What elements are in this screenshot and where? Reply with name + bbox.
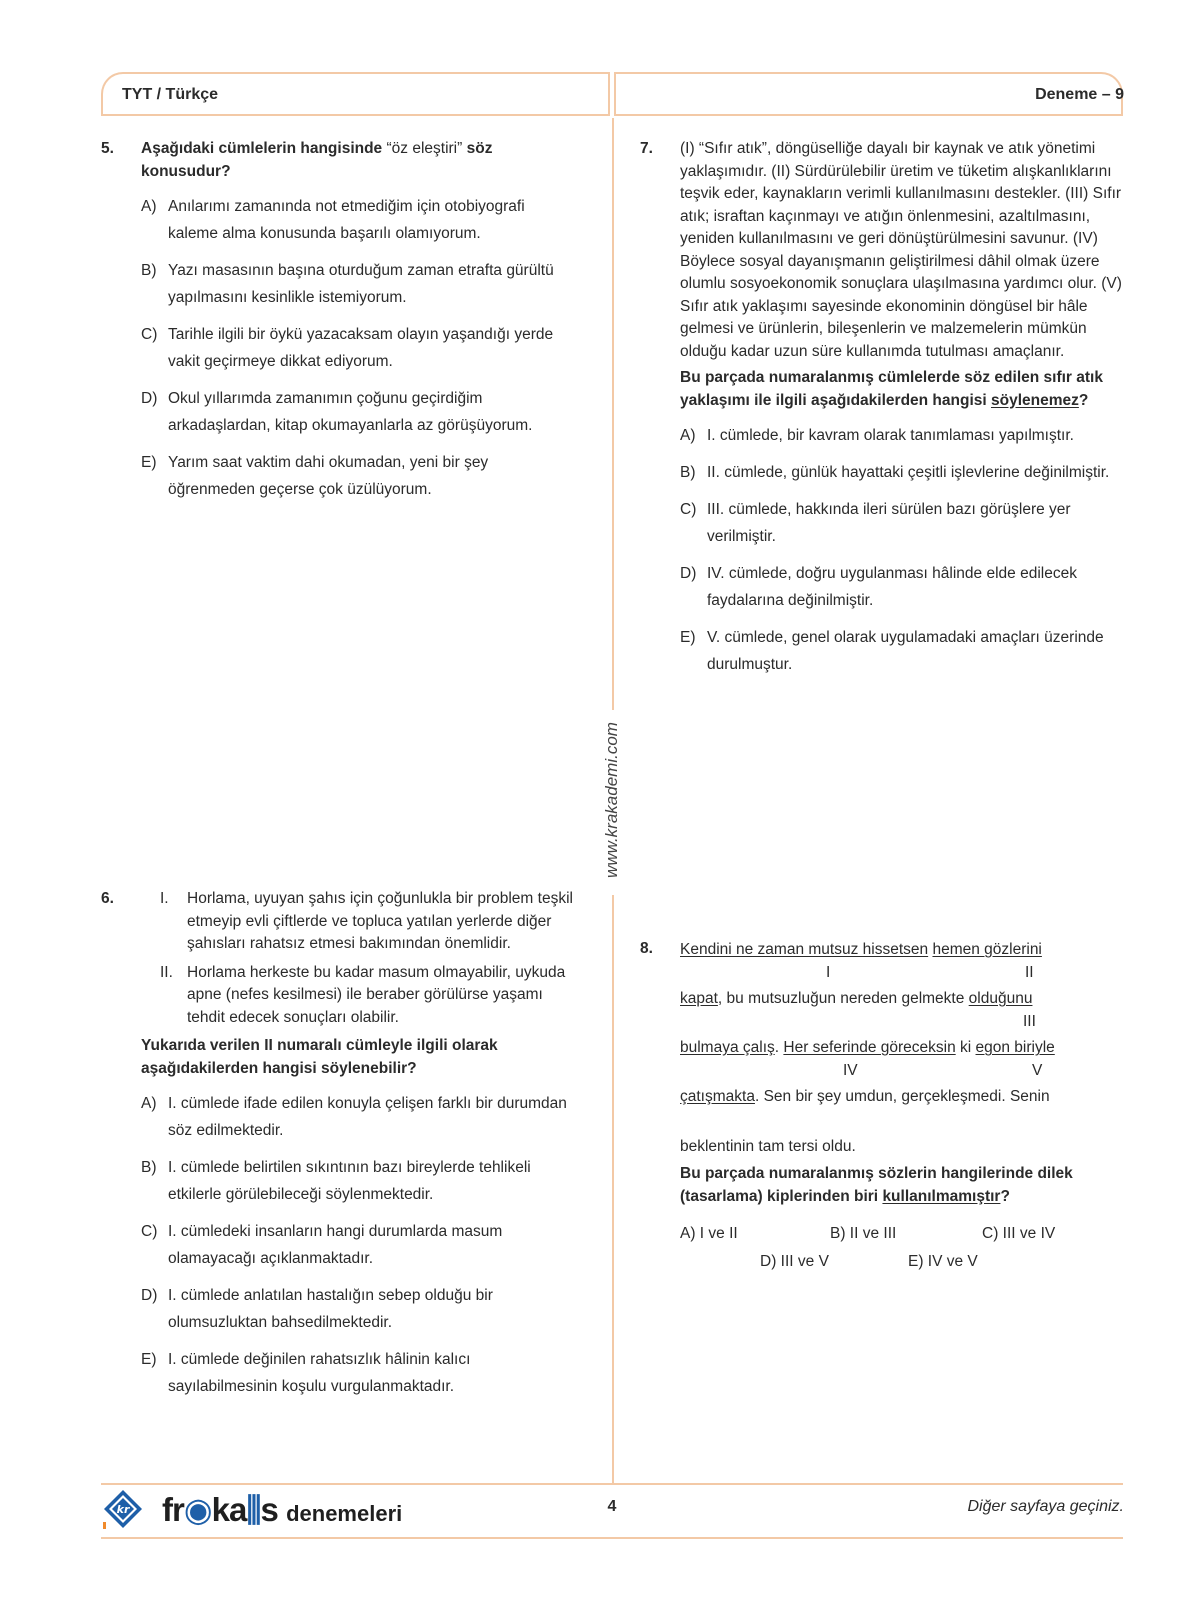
column-divider-bottom: [612, 895, 614, 1483]
option-letter: B): [680, 464, 696, 481]
option-letter: D): [141, 390, 158, 407]
question-stem: Yukarıda verilen II numaralı cümleyle ilgili olarak aşağıdakilerden hangisi söylenebilir?: [141, 1037, 498, 1077]
numbered-phrase-3: olduğunu: [968, 990, 1033, 1007]
option-letter: C): [141, 326, 158, 343]
next-page-note: Diğer sayfaya geçiniz.: [967, 1498, 1124, 1515]
option-c[interactable]: [141, 321, 571, 375]
option-text: V. cümlede, genel olarak uygulamadaki amaçları üzerinde durulmuştur.: [707, 629, 1104, 673]
option-text: II. cümlede, günlük hayattaki çeşitli işlevlerine değinilmiştir.: [707, 464, 1110, 481]
plain-text: . Sen bir şey umdun, gerçekleşmedi. Senin: [754, 1088, 1050, 1105]
question-passage: (I) “Sıfır atık”, döngüselliğe dayalı bir kaynak ve atık yönetimi yaklaşımıdır. (II) Sürdürülebilir üretim ve tüketim alışkanlıklarını teşvik eder, kaynakların verimli kullanılmasını destekler. (III) Sıfır atık; israftan kaçınmayı ve atığın önlenmesini, azaltılmasını, yeniden kullanılmasını ve geri dönüştürülmesini savunur. (IV) Böylece sosyal dayanışmanın geliştirilmesi dâhil olmak üzere olumlu sosyoekonomik sonuçlara ulaşılmasına yardımcı olur. (V) Sıfır atık yaklaşımı sayesinde ekonominin döngüsel bir hâle gelmesi ve ürünlerin, bileşenlerin ve malzemelerin mümkün olduğu kadar uzun süre kullanımda tutulması amaçlanır.: [680, 140, 1122, 360]
option-b[interactable]: [141, 1154, 581, 1208]
option-text: Anılarımı zamanında not etmediğim için otobiyografi kaleme alma konusunda başarılı olamıyorum.: [168, 198, 525, 242]
question-stem: [680, 367, 1126, 412]
option-text: IV. cümlede, doğru uygulanması hâlinde elde edilecek faydalarına değinilmiştir.: [707, 565, 1077, 609]
option-letter: C): [141, 1223, 158, 1240]
option-b[interactable]: B) II ve III: [830, 1225, 897, 1242]
option-e[interactable]: E) IV ve V: [908, 1253, 978, 1270]
numbered-phrase-2: hemen gözlerini: [932, 941, 1042, 958]
option-c[interactable]: [141, 1218, 581, 1272]
option-e[interactable]: [141, 1346, 581, 1400]
passage-line-1: [680, 938, 1126, 962]
mark-label: II: [1025, 964, 1034, 981]
sentence-1: [160, 888, 581, 956]
page-number: 4: [607, 1498, 617, 1515]
mark-label: I: [826, 964, 831, 981]
column-divider-top: [612, 118, 614, 710]
option-letter: A): [141, 1095, 157, 1112]
option-text: I. cümlede belirtilen sıkıntının bazı bireylerde tehlikeli etkilerle görülebileceği söylenmektedir.: [168, 1159, 531, 1203]
badge-text: kr: [116, 1503, 130, 1516]
answers-row-1: [680, 1220, 1126, 1248]
option-text: Okul yıllarımda zamanımın çoğunu geçirdiğim arkadaşlardan, kitap okumayanlarla az görüşüyorum.: [168, 390, 533, 434]
passage-line-5: beklentinin tam tersi oldu.: [680, 1138, 856, 1155]
plain-text: , bu mutsuzluğun nereden gelmekte: [717, 990, 969, 1007]
question-7: [640, 138, 1126, 678]
question-number: 8.: [640, 940, 653, 957]
option-text: III. cümlede, hakkında ileri sürülen bazı görüşlere yer verilmiştir.: [707, 501, 1071, 545]
question-5: [101, 138, 571, 503]
footer-top-line: [101, 1483, 1123, 1485]
option-text: I. cümlede ifade edilen konuyla çelişen farklı bir durumdan söz edilmektedir.: [168, 1095, 567, 1139]
option-text: I. cümlede değinilen rahatsızlık hâlinin kalıcı sayılabilmesinin koşulu vurgulanmaktadır.: [168, 1351, 471, 1395]
stem-part: söz konusudur?: [141, 140, 493, 180]
passage-line-4: [680, 1085, 1126, 1109]
brand-part: fr: [162, 1491, 184, 1528]
option-letter: B): [141, 262, 157, 279]
option-letter: D): [141, 1287, 158, 1304]
header-test-number: Deneme – 9: [1035, 86, 1124, 103]
option-text: Yarım saat vaktim dahi okumadan, yeni bir şey öğrenmeden geçerse çok üzülüyorum.: [168, 454, 489, 498]
header-subject: TYT / Türkçe: [122, 86, 219, 103]
numbered-phrase-3-cont: bulmaya çalış: [680, 1039, 775, 1056]
option-letter: B): [141, 1159, 157, 1176]
brand-part: ka: [211, 1491, 247, 1528]
option-letter: E): [680, 629, 696, 646]
brand-wave-icon: ◉: [183, 1491, 212, 1528]
publisher-logo: [162, 1490, 402, 1530]
option-c[interactable]: C) III ve IV: [982, 1225, 1056, 1242]
option-b[interactable]: [680, 459, 1126, 486]
option-b[interactable]: [141, 257, 571, 311]
question-8: [640, 938, 1126, 1276]
numbered-phrase-5-cont: çatışmakta: [680, 1088, 755, 1105]
sentence-text: Horlama herkeste bu kadar masum olmayabilir, uykuda apne (nefes kesilmesi) ile beraber görülürse yaşamı tehdit edecek sonuçları olabilir.: [187, 963, 566, 1026]
option-letter: A): [680, 427, 696, 444]
passage-line-2: [680, 987, 1126, 1011]
numbered-phrase-1: Kendini ne zaman mutsuz hissetsen: [680, 941, 929, 958]
stem-part: Bu parçada numaralanmış cümlelerde söz edilen sıfır atık yaklaşımı ile ilgili aşağıdakilerden hangisi: [680, 369, 1103, 409]
option-c[interactable]: [680, 496, 1126, 550]
sentence-label: I.: [160, 890, 169, 907]
option-a[interactable]: [141, 193, 571, 247]
brand-subtitle: denemeleri: [286, 1501, 403, 1526]
question-number: 6.: [101, 890, 114, 907]
option-d[interactable]: [141, 1282, 581, 1336]
mark-label: IV: [843, 1062, 858, 1079]
option-text: I. cümlede anlatılan hastalığın sebep olduğu bir olumsuzluktan bahsedilmektedir.: [168, 1287, 493, 1331]
header-divider-left: [608, 72, 610, 116]
question-6: [101, 888, 581, 1400]
mark-label: III: [1023, 1013, 1036, 1030]
stem-part: Bu parçada numaralanmış sözlerin hangilerinde dilek (tasarlama) kiplerinden biri: [680, 1165, 1073, 1205]
stem-part: ?: [1078, 391, 1089, 409]
marks-row-2: [680, 1011, 1126, 1036]
plain-text: .: [774, 1039, 784, 1056]
stem-part: ?: [1000, 1187, 1010, 1205]
publisher-badge-icon: [103, 1489, 143, 1529]
option-a[interactable]: A) I ve II: [680, 1225, 738, 1242]
option-text: Yazı masasının başına oturduğum zaman etrafta gürültü yapılmasını kesinlikle istemiyorum.: [168, 262, 554, 306]
option-e[interactable]: [680, 624, 1126, 678]
question-stem: [680, 1163, 1126, 1208]
option-letter: E): [141, 1351, 157, 1368]
stem-negation: söylenemez: [991, 391, 1079, 409]
marks-row-3: [680, 1060, 1126, 1085]
option-letter: D): [680, 565, 697, 582]
numbered-phrase-5: egon biriyle: [975, 1039, 1055, 1056]
option-letter: A): [141, 198, 157, 215]
option-a[interactable]: [680, 422, 1126, 449]
marks-row-1: [680, 962, 1126, 987]
brand-bars-icon: ⫼: [246, 1491, 261, 1528]
plain-text: ki: [955, 1039, 976, 1056]
question-stem: [141, 138, 571, 183]
mark-label: V: [1032, 1062, 1043, 1079]
sentence-2: [160, 962, 581, 1030]
sentence-label: II.: [160, 963, 173, 981]
option-d[interactable]: D) III ve V: [760, 1253, 829, 1270]
option-letter: C): [680, 501, 697, 518]
option-letter: E): [141, 454, 157, 471]
option-text: I. cümledeki insanların hangi durumlarda masum olamayacağı açıklanmaktadır.: [168, 1223, 503, 1267]
brand-part: s: [260, 1491, 278, 1528]
footer-bottom-line: [101, 1537, 1123, 1539]
question-number: 7.: [640, 140, 653, 157]
numbered-phrase-4: Her seferinde göreceksin: [783, 1039, 956, 1056]
option-e[interactable]: [141, 449, 571, 503]
answers-row-2: [680, 1248, 1126, 1276]
passage-line-3: [680, 1036, 1126, 1060]
option-text: Tarihle ilgili bir öykü yazacaksam olayın yaşandığı yerde vakit geçirmeye dikkat ediyorum.: [168, 326, 554, 370]
stem-part: Aşağıdaki cümlelerin hangisinde: [141, 140, 387, 157]
stem-negation: kullanılmamıştır: [882, 1187, 1001, 1205]
sentence-text: Horlama, uyuyan şahıs için çoğunlukla bir problem teşkil etmeyip evli çiftlerde ve topluca yatılan yerlerde diğer şahısları rahatsız etmesi bakımından önemlidir.: [187, 890, 573, 952]
question-number: 5.: [101, 140, 114, 157]
header-divider-right: [614, 72, 616, 116]
watermark-url: www.krakademi.com: [602, 722, 621, 878]
option-text: I. cümlede, bir kavram olarak tanımlaması yapılmıştır.: [707, 427, 1074, 444]
option-a[interactable]: [141, 1090, 581, 1144]
option-d[interactable]: [141, 385, 571, 439]
stem-quote: “öz eleştiri”: [386, 140, 463, 157]
option-d[interactable]: [680, 560, 1126, 614]
numbered-phrase-2-cont: kapat: [680, 990, 718, 1007]
